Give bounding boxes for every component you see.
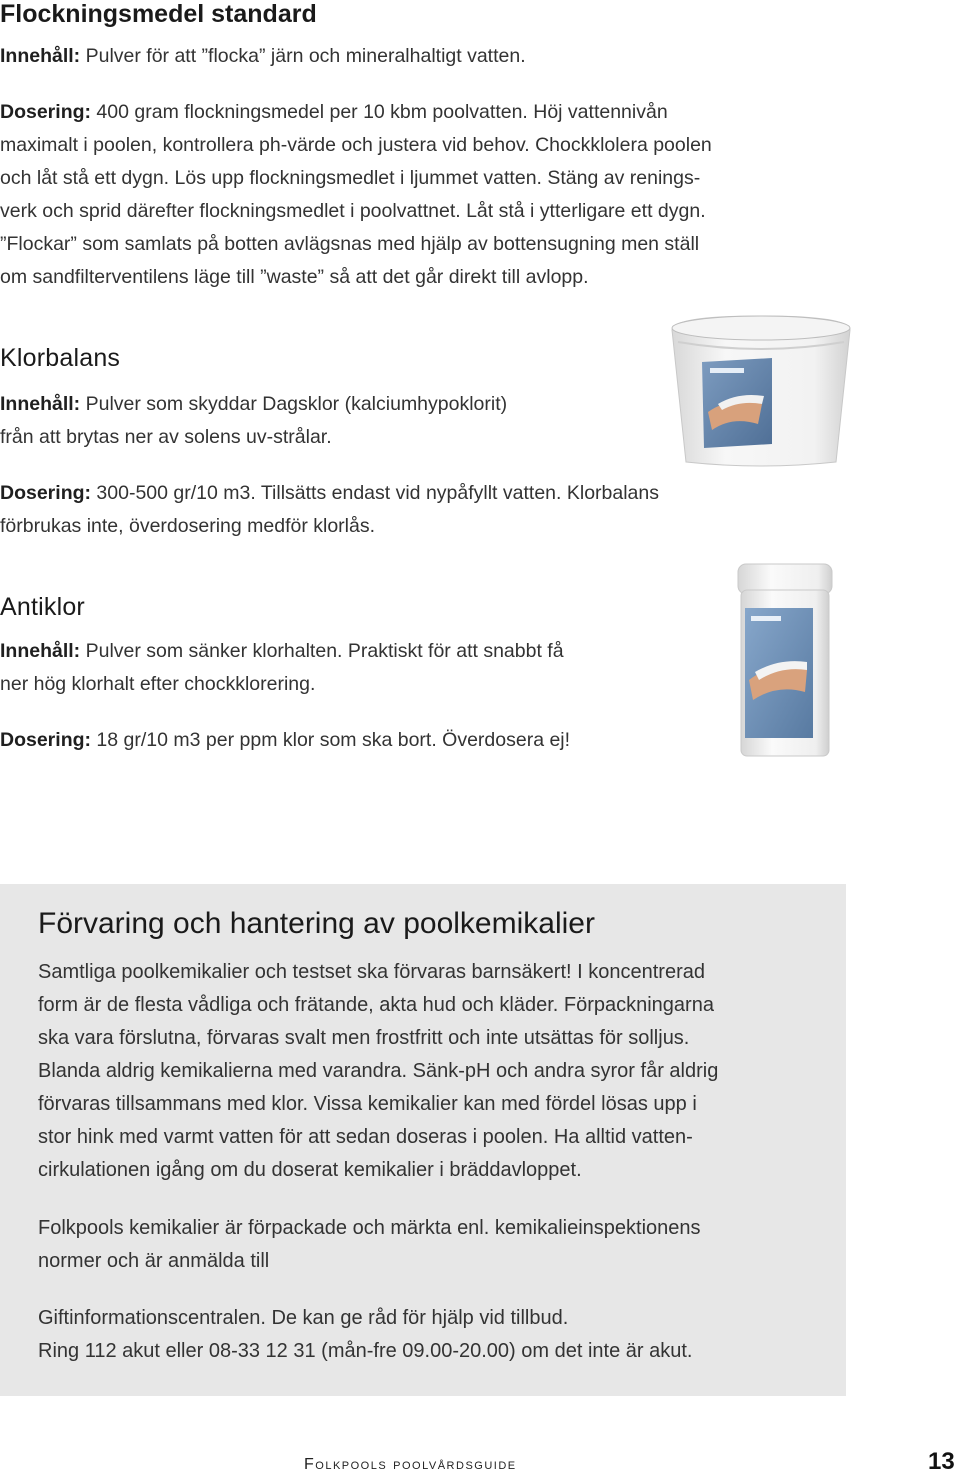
anti-title: Antiklor — [0, 593, 85, 621]
flock-title: Flockningsmedel standard — [0, 0, 317, 28]
flock-content-label: Innehåll: — [0, 45, 81, 67]
flock-dosage-line: verk och sprid därefter flockningsmedlet i poolvattnet. Låt stå i ytterligare ett dygn. — [0, 200, 706, 222]
klor-content-label: Innehåll: — [0, 393, 81, 415]
footer-guide-title: Folkpools poolvårdsguide — [304, 1456, 517, 1473]
klorbalans-bucket-image — [668, 312, 854, 470]
flock-content — [0, 40, 526, 73]
storage-paragraph-1: Samtliga poolkemikalier och testset ska förvaras barnsäkert! I koncentrerad form är de flesta vådliga och frätande, akta hud och kläder. Förpackningarna ska vara förslutna, förvaras svalt men frostfritt och inte utsättas för solljus. Blanda aldrig kemikalierna med varandra. Sänk-pH och andra syror får aldrig förvaras tillsammans med klor. Vissa kemikalier kan med fördel lösas upp i stor hink med varmt vatten för att sedan doseras i poolen. Ha alltid vatten- cirkulationen igång om du doserat kemikalier i bräddavloppet. — [38, 961, 719, 1181]
flock-dosage-line: maximalt i poolen, kontrollera ph-värde och justera vid behov. Chockklolera poolen — [0, 134, 712, 156]
flock-dosage — [0, 96, 712, 294]
storage-paragraph-2: Folkpools kemikalier är förpackade och märkta enl. kemikalieinspektionens normer och är anmälda till — [38, 1217, 701, 1272]
flock-content-text: Pulver för att ”flocka” järn och mineralhaltigt vatten. — [80, 45, 526, 67]
anti-dosage-label: Dosering: — [0, 729, 92, 751]
klor-content: Innehåll: Pulver som skyddar Dagsklor (kalciumhypoklorit) från att brytas ner av solens uv-strålar. — [0, 393, 508, 448]
klor-title: Klorbalans — [0, 344, 121, 372]
flock-dosage-line: om sandfilterventilens läge till ”waste” så att det går direkt till avlopp. — [0, 266, 589, 288]
flock-dosage-label: Dosering: — [0, 101, 92, 123]
anti-content: Innehåll: Pulver som sänker klorhalten. Praktiskt för att snabbt få ner hög klorhalt efter chockklorering. — [0, 640, 564, 695]
klor-dosage-label: Dosering: — [0, 482, 92, 504]
storage-paragraph-3: Giftinformationscentralen. De kan ge råd för hjälp vid tillbud. Ring 112 akut eller 08-33 12 31 (mån-fre 09.00-20.00) om det inte är akut. — [38, 1307, 693, 1362]
anti-dosage: Dosering: 18 gr/10 m3 per ppm klor som ska bort. Överdosera ej! — [0, 729, 571, 751]
anti-content-label: Innehåll: — [0, 640, 81, 662]
storage-title: Förvaring och hantering av poolkemikalier — [38, 907, 595, 940]
flock-dosage-line: ”Flockar” som samlats på botten avlägsnas med hjälp av bottensugning men ställ — [0, 233, 700, 255]
flock-dosage-line: och låt stå ett dygn. Lös upp flockningsmedlet i ljummet vatten. Stäng av renings- — [0, 167, 701, 189]
page-number: 13 — [928, 1448, 955, 1475]
flock-dosage-line: Dosering: 400 gram flockningsmedel per 10 kbm poolvatten. Höj vattennivån — [0, 101, 668, 123]
antiklor-tub-image — [735, 560, 835, 760]
klor-dosage: Dosering: 300-500 gr/10 m3. Tillsätts endast vid nypåfyllt vatten. Klorbalans förbrukas inte, överdosering medför klorlås. — [0, 482, 659, 537]
